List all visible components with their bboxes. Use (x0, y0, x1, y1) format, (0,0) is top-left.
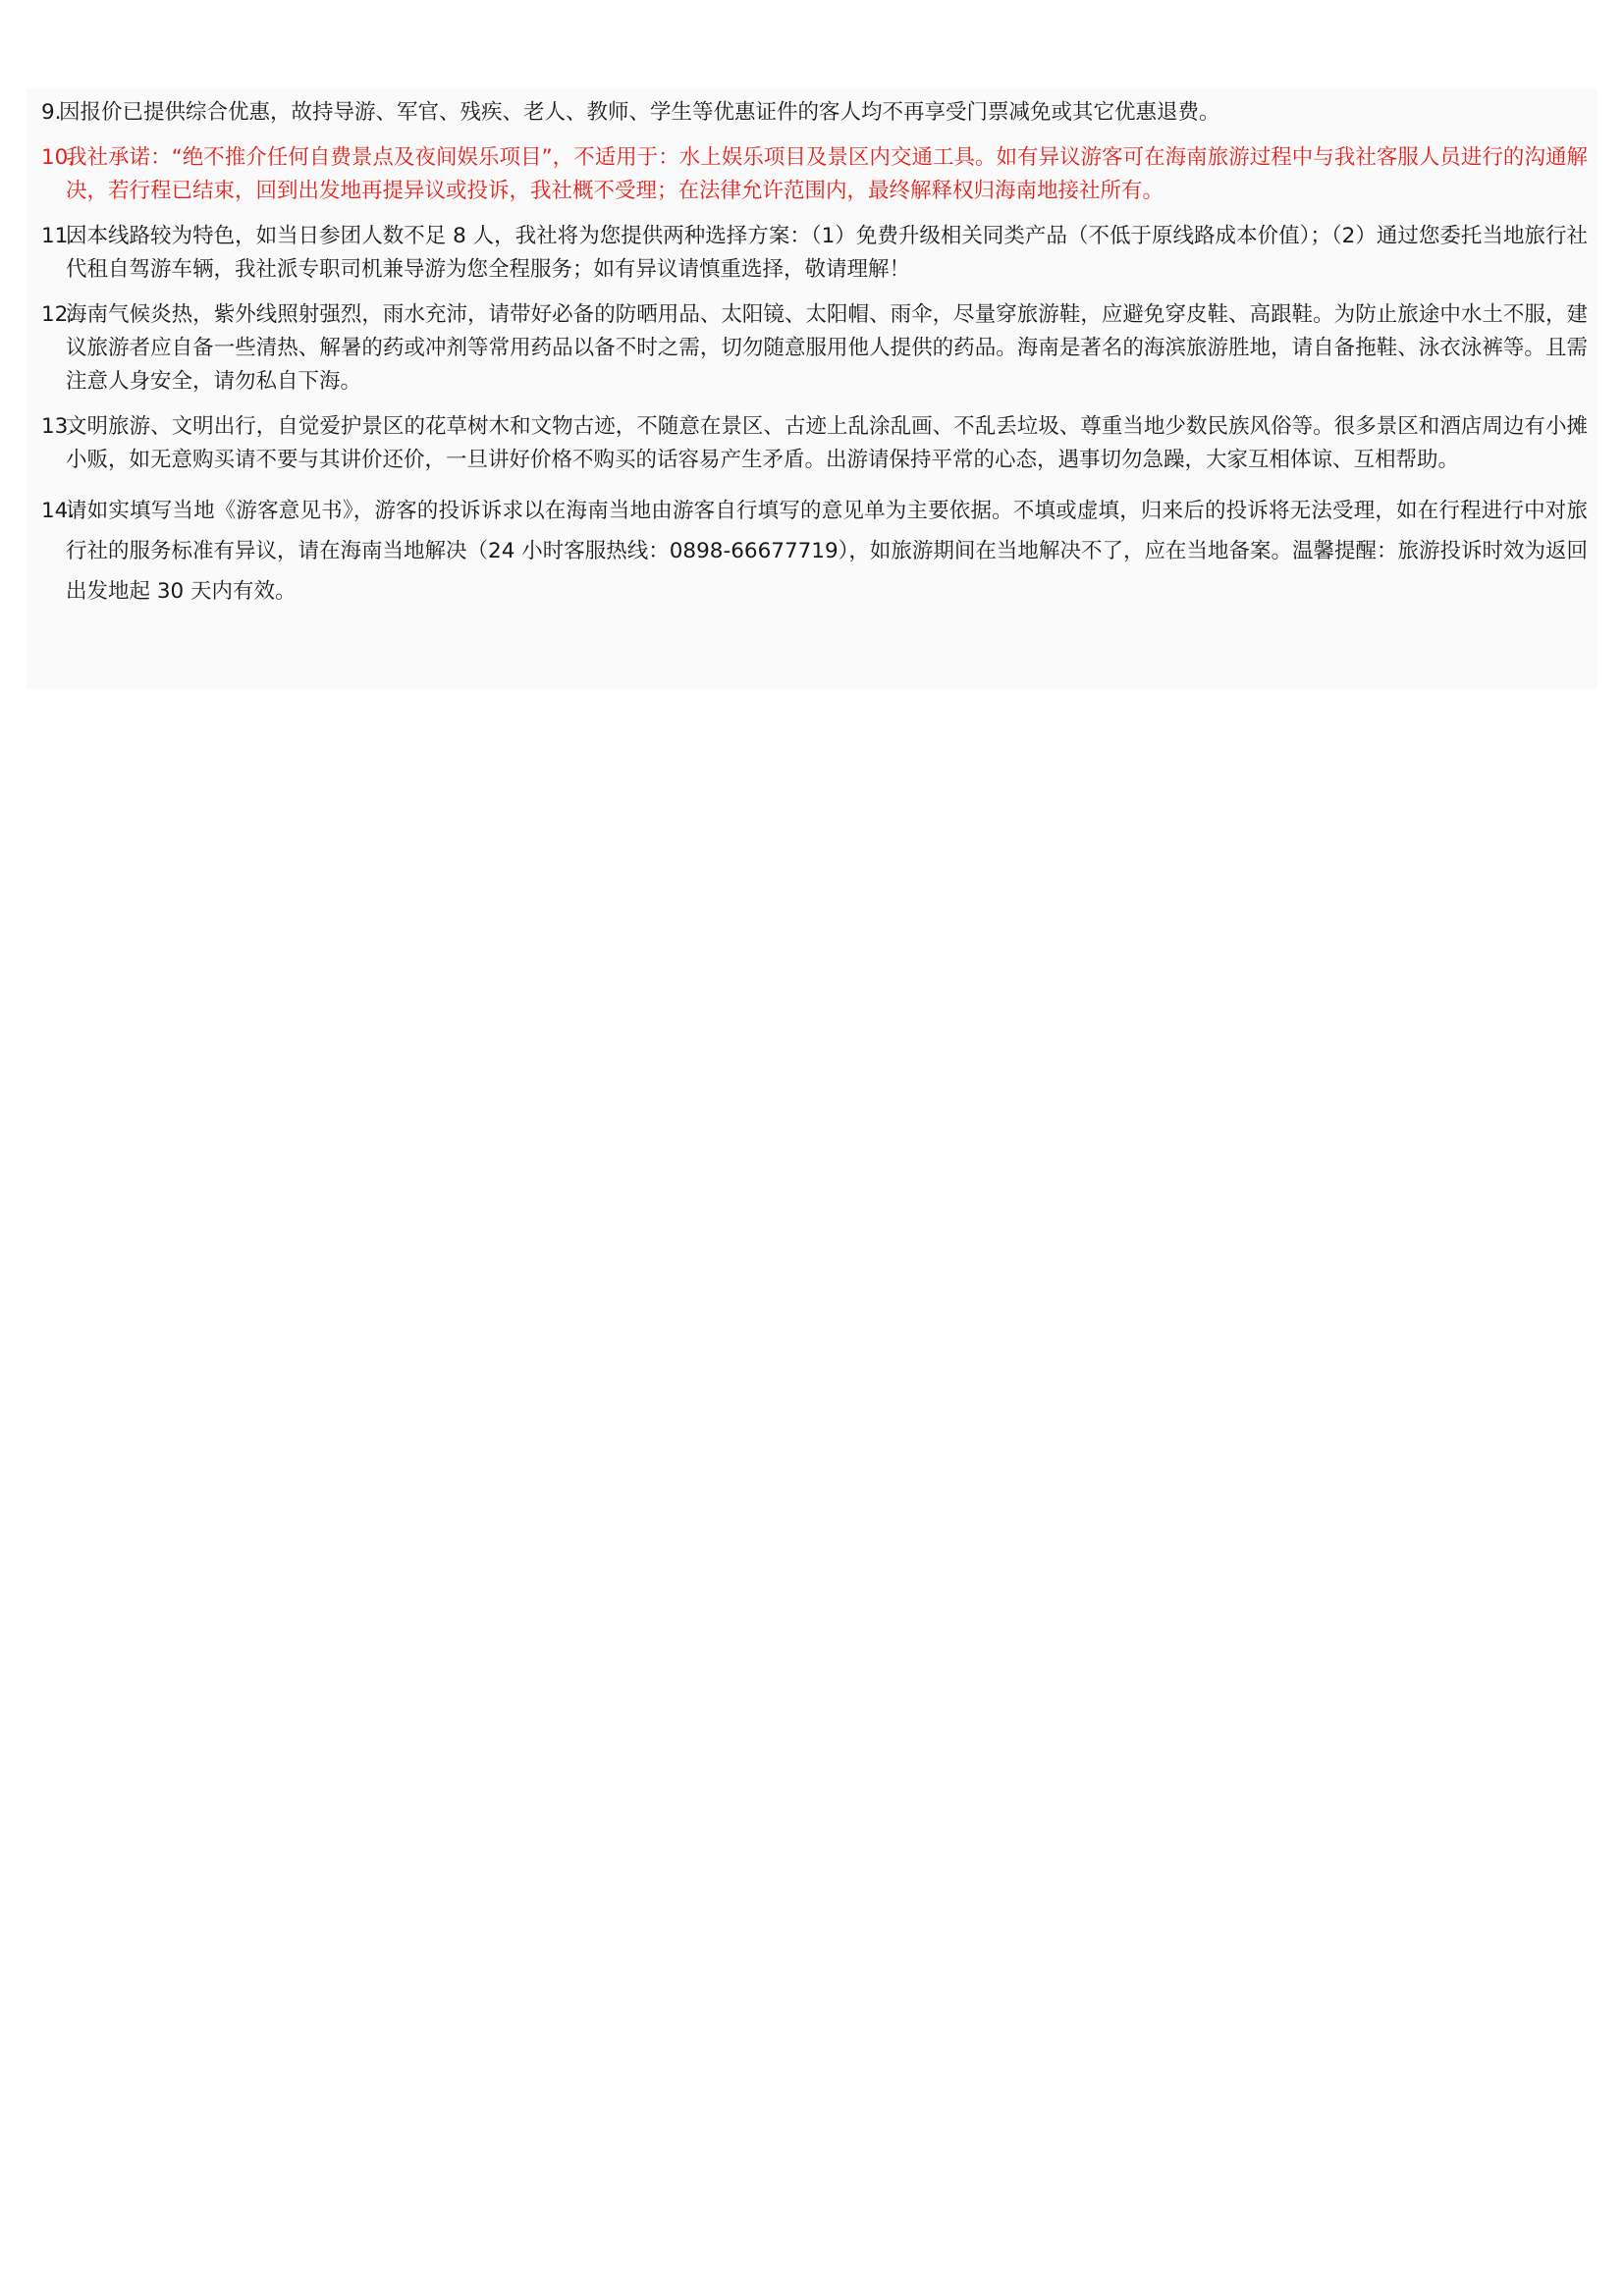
note-item-9 (41, 96, 1588, 130)
travel-notes-list (41, 96, 1588, 612)
note-item-14 (41, 491, 1588, 612)
note-item-11 (41, 220, 1588, 287)
note-text: 因本线路较为特色，如当日参团人数不足 8 人，我社将为您提供两种选择方案：（1）免费升级相关同类产品（不低于原线路成本价值）；（2）通过您委托当地旅行社代租自驾游车辆，我社派专职司机兼导游为您全程服务；如有异议请慎重选择，敬请理解！ (66, 224, 1588, 282)
note-item-10-promise (41, 141, 1588, 208)
note-number: 9. (41, 100, 62, 125)
note-number: 13. (41, 414, 76, 439)
note-text: 我社承诺：“绝不推介任何自费景点及夜间娱乐项目”，不适用于：水上娱乐项目及景区内交通工具。如有异议游客可在海南旅游过程中与我社客服人员进行的沟通解决，若行程已结束，回到出发地再提异议或投诉，我社概不受理；在法律允许范围内，最终解释权归海南地接社所有。 (66, 145, 1588, 203)
note-text: 请如实填写当地《游客意见书》，游客的投诉诉求以在海南当地由游客自行填写的意见单为主要依据。不填或虚填，归来后的投诉将无法受理，如在行程进行中对旅行社的服务标准有异议，请在海南当地解决（24 小时客服热线：0898-66677719），如旅游期间在当地解决不了，应在当地备案。温馨提醒：旅游投诉时效为返回出发地起 30 天内有效。 (66, 499, 1588, 604)
note-number: 12. (41, 302, 76, 327)
note-number: 11. (41, 224, 76, 248)
note-item-12 (41, 298, 1588, 399)
note-number: 10. (41, 145, 76, 170)
note-text: 因报价已提供综合优惠，故持导游、军官、残疾、老人、教师、学生等优惠证件的客人均不再享受门票减免或其它优惠退费。 (59, 100, 1220, 125)
note-text: 海南气候炎热，紫外线照射强烈，雨水充沛，请带好必备的防晒用品、太阳镜、太阳帽、雨伞，尽量穿旅游鞋，应避免穿皮鞋、高跟鞋。为防止旅途中水土不服，建议旅游者应自备一些清热、解暑的药或冲剂等常用药品以备不时之需，切勿随意服用他人提供的药品。海南是著名的海滨旅游胜地，请自备拖鞋、泳衣泳裤等。且需注意人身安全，请勿私自下海。 (66, 302, 1588, 394)
note-item-13 (41, 410, 1588, 477)
note-text: 文明旅游、文明出行，自觉爱护景区的花草树木和文物古迹，不随意在景区、古迹上乱涂乱画、不乱丢垃圾、尊重当地少数民族风俗等。很多景区和酒店周边有小摊小贩，如无意购买请不要与其讲价还价，一旦讲好价格不购买的话容易产生矛盾。出游请保持平常的心态，遇事切勿急躁，大家互相体谅、互相帮助。 (66, 414, 1588, 472)
note-number: 14. (41, 499, 76, 523)
